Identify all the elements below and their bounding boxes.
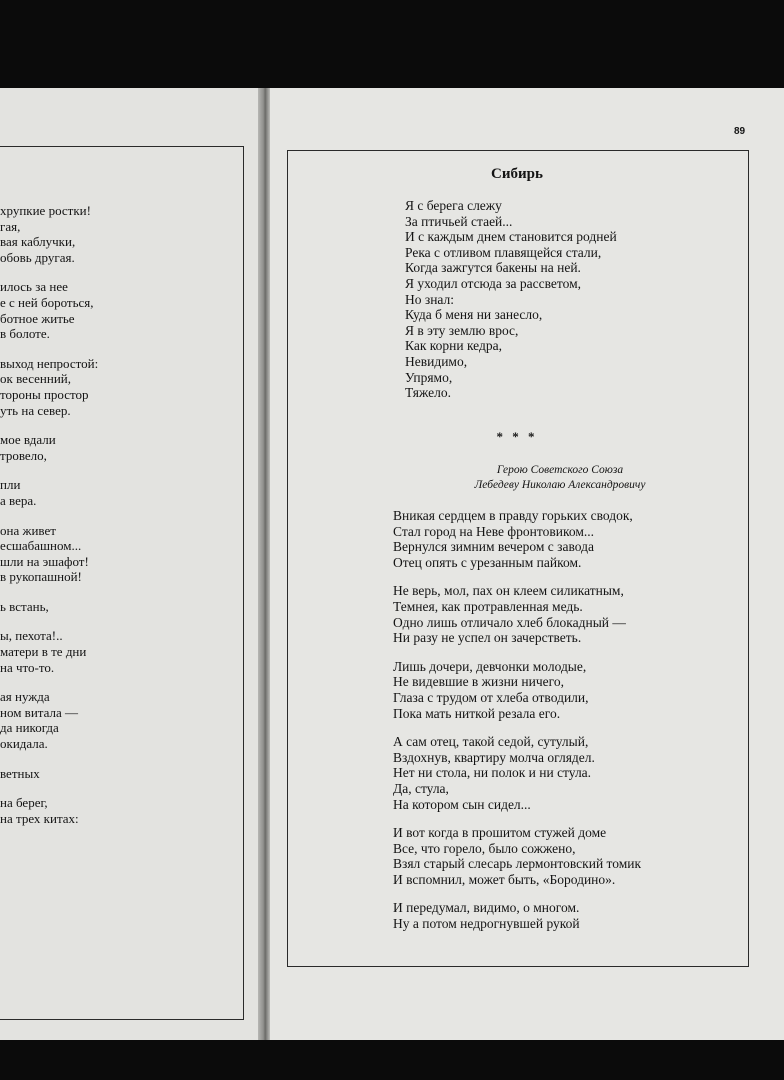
poem-line: Тяжело. — [405, 385, 451, 401]
poem-line: Не верь, мол, пах он клеем силикатным, — [393, 583, 624, 599]
poem-line: Я уходил отсюда за рассветом, — [405, 275, 582, 291]
stanza-gap — [0, 675, 240, 689]
left-page-line: ботное житье — [0, 310, 75, 326]
poem-line: На котором сын сидел... — [393, 796, 531, 812]
left-page-line: на что-то. — [0, 659, 55, 675]
left-page-line: ветных — [0, 765, 40, 781]
stanza-gap — [0, 509, 240, 523]
left-page-line: ок весенний, — [0, 371, 71, 387]
left-page-line: на берег, — [0, 795, 48, 811]
left-page-line: вая каблучки, — [0, 234, 76, 250]
poem-line: И вот когда в прошитом стужей доме — [393, 825, 607, 841]
left-page-line: шли на эшафот! — [0, 553, 89, 569]
stanza-gap — [0, 342, 240, 356]
stanza-gap — [0, 752, 240, 766]
left-page-line: ая нужда — [0, 689, 50, 705]
poem-line: Пока мать ниткой резала его. — [393, 705, 561, 721]
poem-line: Куда б меня ни занесло, — [405, 307, 543, 323]
stanza-gap — [0, 265, 240, 279]
left-page-line: ы, пехота!.. — [0, 628, 63, 644]
left-page-line: матери в те дни — [0, 644, 87, 660]
poem-line: Ни разу не успел он зачерстветь. — [393, 630, 582, 646]
poem-line: Глаза с трудом от хлеба отводили, — [393, 689, 589, 705]
left-page-line: е с ней бороться, — [0, 294, 94, 310]
left-page-line: тровело, — [0, 447, 47, 463]
left-page-line: в болоте. — [0, 326, 50, 342]
page-number: 89 — [734, 126, 746, 137]
section-separator: * * * — [496, 429, 538, 444]
poem-line: И с каждым днем становится родней — [405, 229, 617, 245]
poem-line: Упрямо, — [405, 369, 453, 385]
left-page-line: гая, — [0, 218, 21, 234]
left-page-line: обовь другая. — [0, 249, 75, 265]
poem-line: Вникая сердцем в правду горьких сводок, — [393, 508, 633, 523]
stanza-gap — [0, 463, 240, 477]
left-page-line: да никогда — [0, 720, 59, 736]
poem-siberia — [405, 198, 617, 401]
poem-line: А сам отец, такой седой, сутулый, — [393, 734, 589, 750]
poem-title: Сибирь — [491, 166, 543, 182]
poem-line: Как корни кедра, — [405, 338, 502, 354]
poem-line: Я с берега слежу — [405, 198, 502, 213]
book-gutter — [258, 88, 270, 1040]
left-page-line: тороны простор — [0, 386, 89, 402]
stanza-gap — [0, 781, 240, 795]
left-page-line: а вера. — [0, 492, 37, 508]
left-page-line: хрупкие ростки! — [0, 203, 91, 218]
stanza-gap — [0, 418, 240, 432]
dedication — [400, 463, 720, 493]
poem-line: Вздохнув, квартиру молча оглядел. — [393, 749, 595, 765]
poem-line: Невидимо, — [405, 353, 468, 369]
poem-line: Не видевшие в жизни ничего, — [393, 674, 564, 690]
stanza — [393, 900, 641, 931]
poem-line: Отец опять с урезанным пайком. — [393, 554, 582, 570]
dedication-line: Лебедеву Николаю Александровичу — [474, 479, 646, 491]
poem-line: Взял старый слесарь лермонтовский томик — [393, 856, 642, 872]
stanza — [393, 659, 641, 721]
left-page-text — [0, 203, 240, 826]
left-page-line: илось за нее — [0, 279, 68, 295]
left-page-line: пли — [0, 477, 21, 493]
poem-line: Ну а потом недрогнувшей рукой — [393, 916, 580, 932]
poem-line: Темнея, как протравленная медь. — [393, 598, 583, 614]
poem-line: Вернулся зимним вечером с завода — [393, 539, 594, 555]
left-page-line: в рукопашной! — [0, 569, 82, 585]
stanza — [393, 583, 641, 645]
poem-line: Лишь дочери, девчонки молодые, — [393, 658, 587, 674]
stanza — [393, 825, 641, 887]
dedication-line: Герою Советского Союза — [496, 464, 624, 476]
poem-line: Я в эту землю врос, — [405, 322, 519, 338]
left-page-line: мое вдали — [0, 432, 56, 448]
stanza-gap — [0, 585, 240, 599]
stanza-gap — [0, 614, 240, 628]
left-page-line: на трех китах: — [0, 810, 79, 826]
poem-line: Река с отливом плавящейся стали, — [405, 244, 602, 260]
poem-line: И передумал, видимо, о многом. — [393, 900, 580, 916]
poem-line: За птичьей стаей... — [405, 213, 513, 229]
poem-line: И вспомнил, может быть, «Бородино». — [393, 871, 616, 887]
poem-blockade — [393, 508, 641, 945]
poem-line: Но знал: — [405, 291, 455, 307]
left-page-line: окидала. — [0, 736, 48, 752]
poem-line: Когда зажгутся бакены на ней. — [405, 260, 581, 276]
poem-line: Да, стула, — [393, 780, 449, 796]
stanza — [393, 508, 641, 570]
left-page-line: ь встань, — [0, 598, 49, 614]
left-page-line: ном витала — — [0, 704, 79, 720]
poem-line: Нет ни стола, ни полок и ни стула. — [393, 765, 592, 781]
stanza — [393, 734, 641, 812]
left-page-line: выход непростой: — [0, 355, 99, 371]
left-page-line: уть на север. — [0, 402, 71, 418]
poem-line: Все, что горело, было сожжено, — [393, 840, 576, 856]
left-page-line: есшабашном... — [0, 538, 82, 554]
poem-line: Одно лишь отличало хлеб блокадный — — [393, 614, 626, 630]
left-page-line: она живет — [0, 522, 56, 538]
poem-line: Стал город на Неве фронтовиком... — [393, 523, 594, 539]
